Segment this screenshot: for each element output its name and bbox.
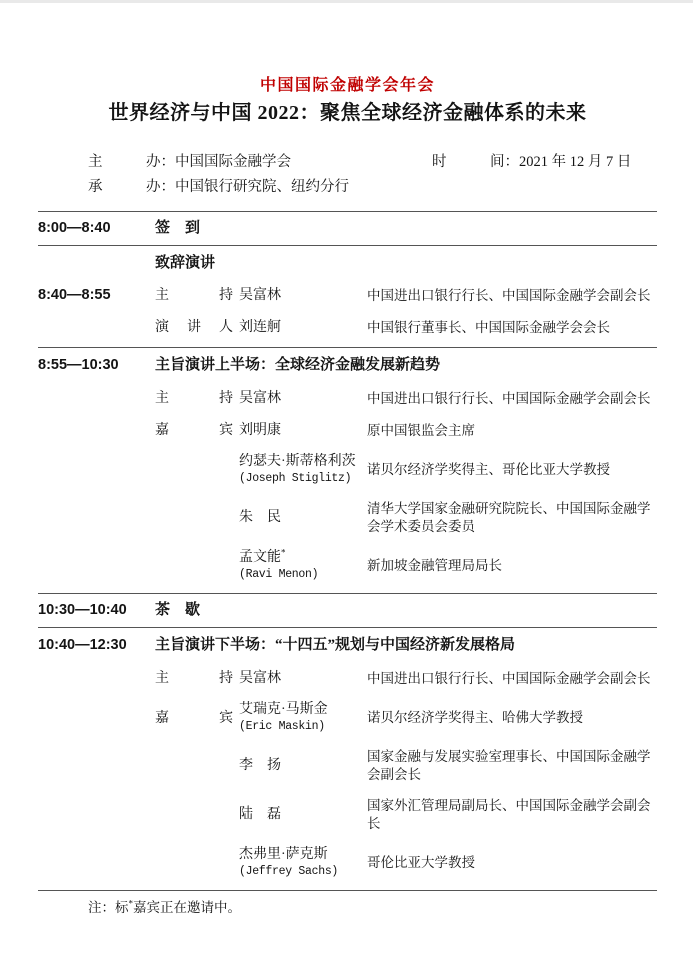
- speaker-name: [239, 806, 367, 824]
- pending-invitation-star: *: [128, 898, 133, 909]
- speaker-row: [155, 846, 657, 880]
- time-cell: [432, 150, 657, 175]
- speaker-name-cell: [239, 670, 367, 688]
- session-title: 签 到: [155, 220, 201, 236]
- speaker-name: [239, 757, 367, 775]
- session-head: [38, 636, 657, 655]
- speaker-name: [239, 701, 367, 719]
- speaker-name-cell: [239, 287, 367, 305]
- speaker-name-text: 刘连舸: [239, 319, 281, 335]
- speaker-name-cell: [239, 701, 367, 735]
- speaker-row: [155, 318, 657, 337]
- speaker-name-cell: [239, 453, 367, 487]
- speaker-row: [155, 748, 657, 784]
- session-signin: [38, 211, 657, 245]
- session-body: [38, 286, 657, 337]
- role-label: 演讲人: [155, 320, 233, 335]
- speaker-name-text: 孟文能: [239, 550, 281, 565]
- speaker-rows: [155, 389, 657, 583]
- speaker-title: 哥伦比亚大学教授: [367, 855, 475, 870]
- schedule-table: [38, 211, 657, 891]
- speaker-name: [239, 453, 367, 471]
- speaker-row: [155, 669, 657, 688]
- speaker-row: [155, 701, 657, 735]
- session-time: 10:30—10:40: [38, 602, 127, 618]
- role-label: 主持: [155, 391, 233, 406]
- session-teabreak: [38, 593, 657, 627]
- meta-row-host: [38, 150, 657, 175]
- speaker-name-text: 艾瑞克·马斯金: [239, 702, 328, 717]
- session-opening: [38, 245, 657, 347]
- speaker-row: [155, 286, 657, 305]
- pending-invitation-star: *: [281, 547, 286, 558]
- footnote-suffix: 嘉宾正在邀请中。: [133, 900, 241, 915]
- session-time: 8:55—10:30: [38, 357, 119, 373]
- role-label: 主持: [155, 671, 233, 686]
- speaker-name-text: 吴富林: [239, 287, 281, 303]
- speaker-name: [239, 846, 367, 864]
- speaker-name-text: 吴富林: [239, 670, 281, 686]
- speaker-name-text: 刘明康: [239, 422, 281, 438]
- speaker-name-text: 约瑟夫·斯蒂格利茨: [239, 454, 356, 469]
- speaker-title: 中国进出口银行行长、中国国际金融学会副会长: [367, 390, 651, 406]
- speaker-name-english: (Eric Maskin): [239, 720, 325, 733]
- event-theme-title: 世界经济与中国 2022：聚焦全球经济金融体系的未来: [108, 102, 587, 124]
- speaker-name-cell: [239, 549, 367, 583]
- organizer-value: 中国银行研究院、纽约分行: [175, 179, 349, 195]
- host-cell: [38, 150, 432, 175]
- session-time: 8:00—8:40: [38, 220, 111, 236]
- speaker-title: 诺贝尔经济学奖得主、哈佛大学教授: [367, 710, 583, 725]
- speaker-title: 国家外汇管理局副局长、中国国际金融学会副会长: [367, 798, 651, 831]
- speaker-name: [239, 287, 367, 305]
- role-label: 嘉宾: [155, 710, 233, 726]
- speaker-rows: [155, 669, 657, 880]
- speaker-title: 中国进出口银行行长、中国国际金融学会副会长: [367, 287, 651, 303]
- speaker-name-cell: [239, 319, 367, 337]
- speaker-title: 原中国银监会主席: [367, 422, 475, 438]
- speaker-name: [239, 390, 367, 408]
- speaker-name-text: 吴富林: [239, 390, 281, 406]
- speaker-name: [239, 509, 367, 527]
- session-heading: 致辞演讲: [155, 255, 216, 271]
- host-label: 主 办：: [88, 154, 175, 170]
- speaker-name-cell: [239, 390, 367, 408]
- speaker-row: [155, 500, 657, 536]
- session-head: [38, 356, 657, 375]
- session-title: 茶 歇: [155, 602, 201, 618]
- speaker-name-text: 杰弗里·萨克斯: [239, 847, 328, 862]
- role-label: 嘉宾: [155, 423, 233, 438]
- session-keynote-second-half: [38, 627, 657, 891]
- organizer-cell: [38, 175, 432, 200]
- session-time: 8:40—8:55: [38, 287, 111, 303]
- speaker-name-english: (Joseph Stiglitz): [239, 472, 352, 485]
- speaker-title: 诺贝尔经济学奖得主、哥伦比亚大学教授: [367, 462, 610, 477]
- speaker-name: [239, 670, 367, 688]
- speaker-name-text: 李 扬: [239, 758, 281, 773]
- speaker-name: [239, 422, 367, 440]
- speaker-name: [239, 549, 367, 567]
- speaker-title: 中国进出口银行行长、中国国际金融学会副会长: [367, 670, 651, 686]
- organizer-label: 承 办：: [88, 179, 175, 195]
- event-series-title: 中国国际金融学会年会: [259, 77, 435, 94]
- speaker-name-text: 陆 磊: [239, 807, 281, 822]
- speaker-name-cell: [239, 509, 367, 527]
- session-title: 主旨演讲下半场：“十四五”规划与中国经济新发展格局: [155, 637, 516, 653]
- speaker-title: 国家金融与发展实验室理事长、中国国际金融学会副会长: [367, 749, 651, 782]
- speaker-row: [155, 549, 657, 583]
- speaker-title: 中国银行董事长、中国国际金融学会会长: [367, 319, 610, 335]
- footnote-prefix: 注：标: [88, 900, 129, 915]
- session-keynote-first-half: [38, 347, 657, 593]
- session-time: 10:40—12:30: [38, 637, 127, 653]
- speaker-name: [239, 319, 367, 337]
- speaker-name-cell: [239, 422, 367, 440]
- speaker-title: 新加坡金融管理局局长: [367, 558, 502, 573]
- speaker-title: 清华大学国家金融研究院院长、中国国际金融学会学术委员会委员: [367, 501, 651, 534]
- speaker-row: [155, 797, 657, 833]
- speaker-row: [155, 421, 657, 440]
- host-value: 中国国际金融学会: [175, 154, 291, 170]
- speaker-name-cell: [239, 846, 367, 880]
- meta-block: [38, 150, 657, 200]
- footnote: [38, 899, 657, 917]
- time-value: 2021 年 12 月 7 日: [519, 154, 632, 170]
- speaker-name-english: (Jeffrey Sachs): [239, 865, 339, 878]
- role-label: 主持: [155, 288, 233, 303]
- time-label: 时 间：: [432, 154, 519, 170]
- speaker-name-english: (Ravi Menon): [239, 568, 319, 581]
- speaker-name-cell: [239, 806, 367, 824]
- speaker-name-text: 朱 民: [239, 510, 281, 525]
- speaker-row: [155, 453, 657, 487]
- speaker-rows: [155, 286, 657, 337]
- session-title: 主旨演讲上半场：全球经济金融发展新趋势: [155, 357, 441, 373]
- meta-row-organizer: [38, 175, 657, 200]
- speaker-row: [155, 389, 657, 408]
- speaker-name-cell: [239, 757, 367, 775]
